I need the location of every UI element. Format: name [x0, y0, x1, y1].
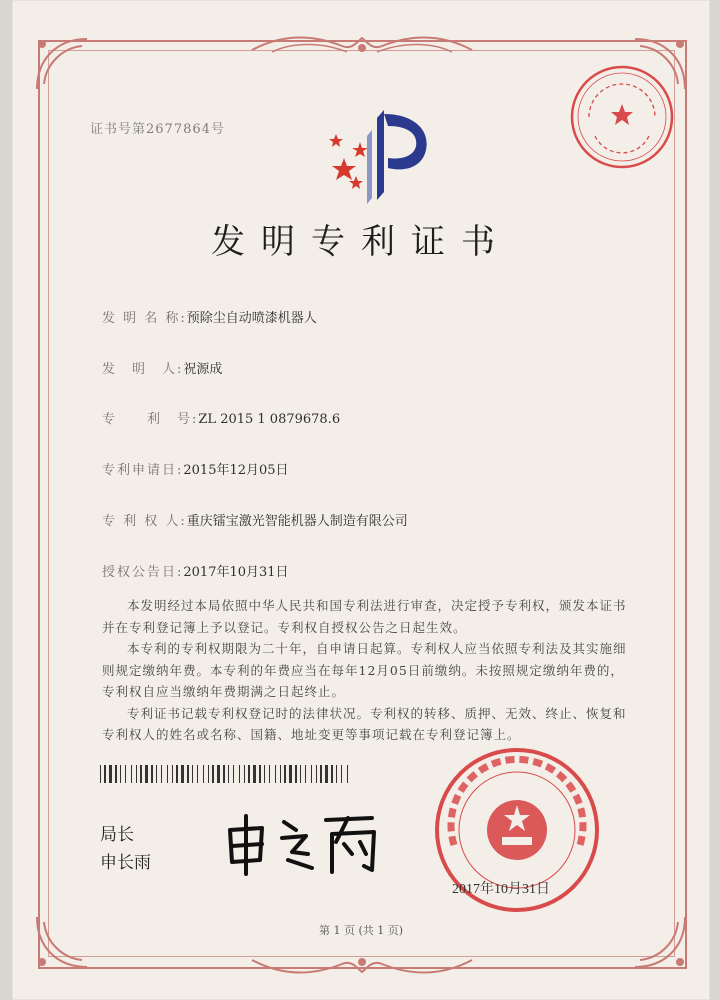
handwritten-signature-icon — [222, 808, 387, 878]
inventor-label: 发 明 人: — [102, 362, 184, 377]
filing-date-value: 2015年12月05日 — [183, 463, 289, 478]
patentee-row — [102, 510, 408, 529]
patent-office-logo-icon — [322, 100, 442, 210]
invention-name-value: 预除尘自动喷漆机器人 — [186, 311, 317, 326]
grant-date-value: 2017年10月31日 — [183, 565, 289, 580]
certificate-number: 证书号第2677864号 — [90, 122, 225, 137]
director-title: 局长 — [100, 825, 134, 845]
inventor-row — [102, 358, 222, 377]
corner-ornament-tl — [32, 34, 92, 94]
director-name: 申长雨 — [100, 853, 151, 873]
certificate-body — [102, 595, 632, 746]
patent-number-value: ZL 2015 1 0879678.6 — [198, 412, 341, 427]
grant-date-label: 授权公告日: — [102, 565, 184, 580]
certificate-page — [12, 0, 710, 1000]
filing-date-row — [102, 459, 289, 478]
invention-name-row — [102, 307, 317, 326]
barcode — [100, 765, 350, 783]
filing-date-label: 专利申请日: — [102, 463, 184, 478]
top-ornament — [242, 32, 482, 62]
inventor-value: 祝源成 — [183, 362, 223, 377]
patentee-label: 专 利 权 人: — [102, 514, 187, 529]
bottom-ornament — [242, 948, 482, 978]
grant-date-row — [102, 561, 289, 580]
body-paragraph-1: 本发明经过本局依照中华人民共和国专利法进行审查，决定授予专利权，颁发本证书并在专利登记簿上予以登记。专利权自授权公告之日起生效。 — [102, 598, 627, 635]
patent-agency-seal-icon — [567, 62, 677, 172]
document-title: 发明专利证书 — [211, 222, 511, 262]
patent-number-row — [102, 408, 340, 427]
page-indicator: 第 1 页 (共 1 页) — [318, 924, 404, 937]
corner-ornament-bl — [32, 912, 92, 972]
patent-number-label: 专 利 号: — [102, 412, 199, 427]
invention-name-label: 发 明 名 称: — [102, 311, 187, 326]
patentee-value: 重庆镭宝激光智能机器人制造有限公司 — [186, 514, 408, 529]
seal-date: 2017年10月31日 — [452, 882, 550, 897]
body-paragraph-2: 本专利的专利权期限为二十年，自申请日起算。专利权人应当依照专利法及其实施细则规定缴纳年费。本专利的年费应当在每年12月05日前缴纳。未按照规定缴纳年费的，专利权自应当缴纳年费期满之日起终止。 — [102, 641, 627, 699]
body-paragraph-3: 专利证书记载专利权登记时的法律状况。专利权的转移、质押、无效、终止、恢复和专利权人的姓名或名称、国籍、地址变更等事项记载在专利登记簿上。 — [102, 705, 627, 742]
corner-ornament-br — [630, 912, 690, 972]
